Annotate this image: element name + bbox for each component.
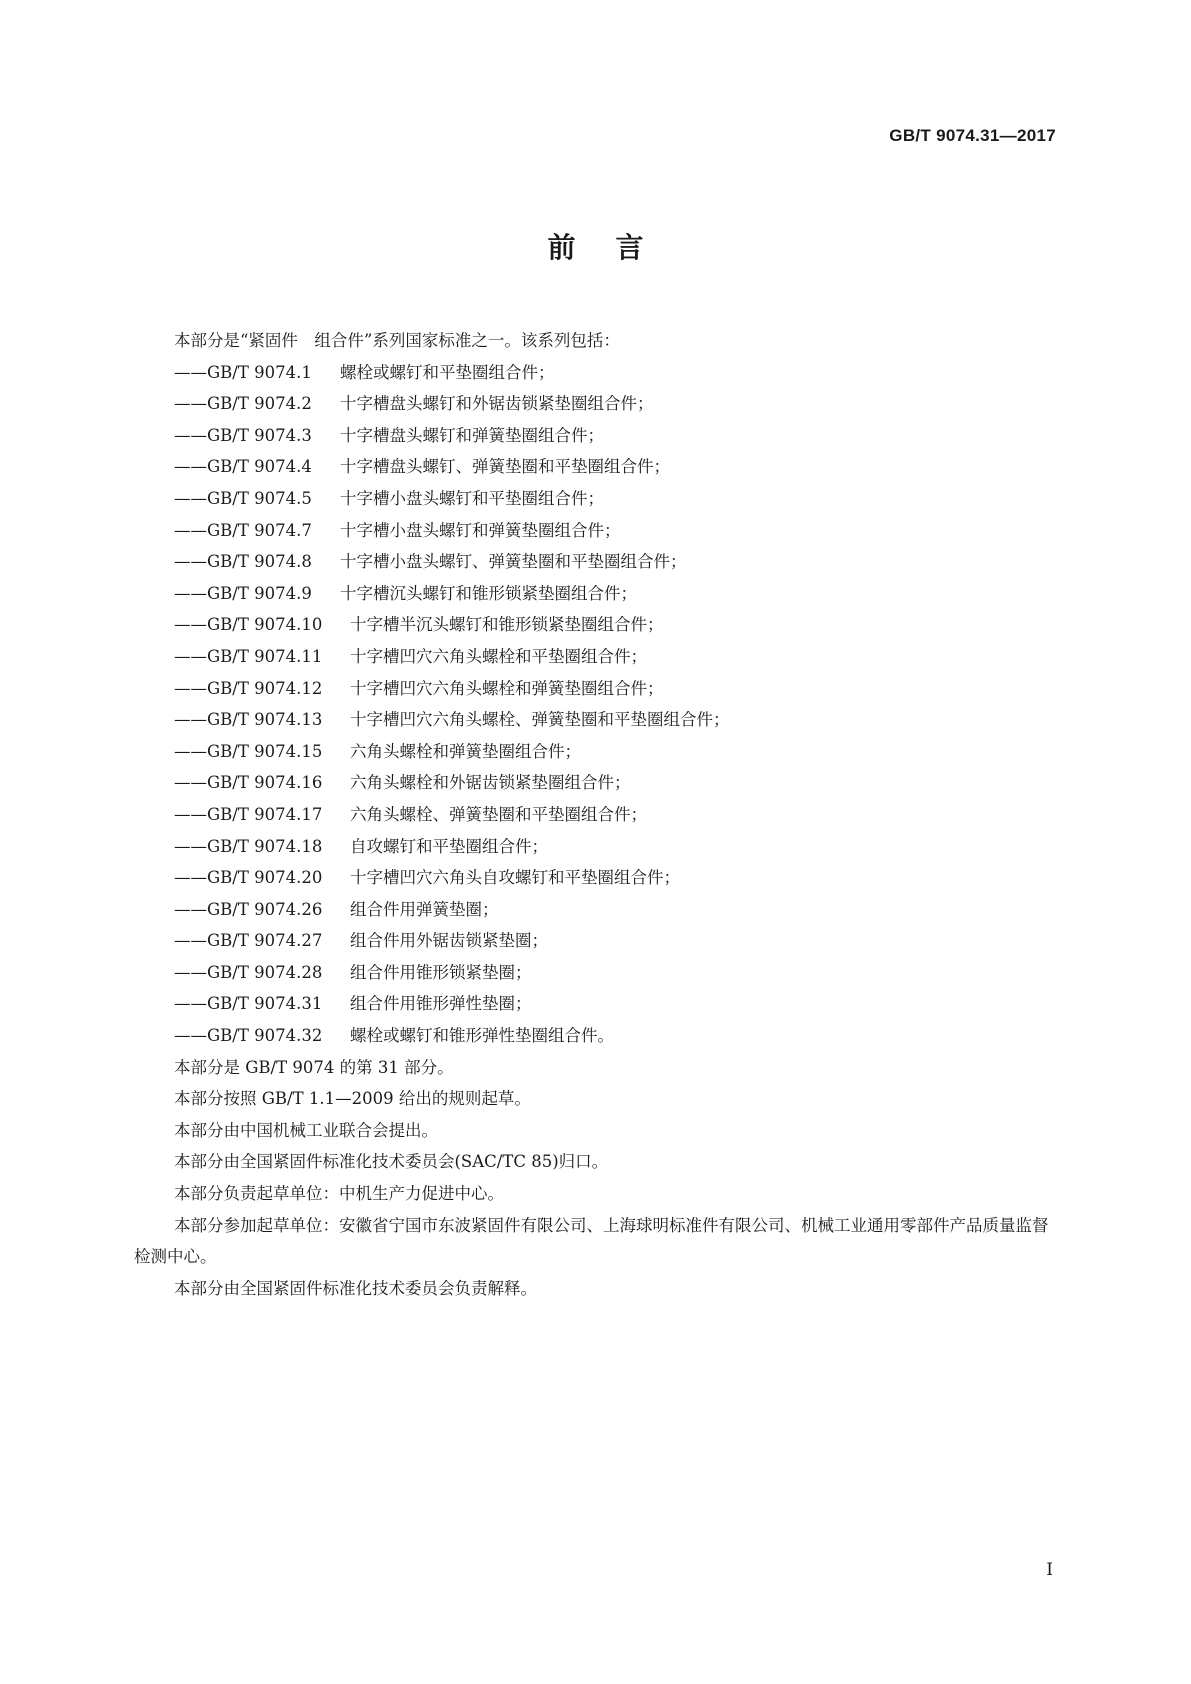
standard-name: 自攻螺钉和平垫圈组合件； [350, 836, 548, 856]
standard-name: 十字槽小盘头螺钉、弹簧垫圈和平垫圈组合件； [340, 552, 687, 572]
list-item [134, 609, 1064, 641]
standard-number: ——GB/T 9074.9 [174, 583, 312, 603]
list-item [134, 957, 1064, 989]
page-number: I [1046, 1560, 1053, 1580]
standard-number: ——GB/T 9074.11 [174, 646, 323, 666]
standard-name: 十字槽凹穴六角头螺栓和弹簧垫圈组合件； [350, 678, 664, 698]
standard-name: 十字槽凹穴六角头螺栓和平垫圈组合件； [350, 646, 647, 666]
standard-number: ——GB/T 9074.3 [174, 425, 312, 445]
standard-code-header: GB/T 9074.31—2017 [889, 126, 1056, 145]
standard-number: ——GB/T 9074.8 [174, 552, 312, 572]
standard-number: ——GB/T 9074.2 [174, 394, 312, 414]
standard-number: ——GB/T 9074.18 [174, 836, 323, 856]
list-item [134, 894, 1064, 926]
standards-list [134, 357, 1064, 1052]
list-item [134, 988, 1064, 1020]
jurisdiction-paragraph: 本部分由全国紧固件标准化技术委员会(SAC/TC 85)归口。 [174, 1152, 609, 1172]
participating-units-paragraph: 本部分参加起草单位：安徽省宁国市东波紧固件有限公司、上海球明标准件有限公司、机械工业通用零部件产品质量监督检测中心。 [134, 1215, 1049, 1267]
standard-name: 十字槽凹穴六角头螺栓、弹簧垫圈和平垫圈组合件； [350, 710, 730, 730]
standard-number: ——GB/T 9074.10 [174, 615, 323, 635]
standard-number: ——GB/T 9074.4 [174, 457, 312, 477]
preface-body [134, 325, 1064, 1304]
standard-number: ——GB/T 9074.15 [174, 741, 323, 761]
standard-name: 十字槽盘头螺钉和弹簧垫圈组合件； [340, 425, 604, 445]
standard-name: 十字槽盘头螺钉、弹簧垫圈和平垫圈组合件； [340, 457, 670, 477]
standard-name: 十字槽小盘头螺钉和弹簧垫圈组合件； [340, 520, 621, 540]
standard-name: 螺栓或螺钉和锥形弹性垫圈组合件。 [350, 1026, 614, 1046]
list-item [134, 515, 1064, 547]
list-item [134, 925, 1064, 957]
standard-number: ——GB/T 9074.32 [174, 1026, 323, 1046]
standard-name: 组合件用锥形弹性垫圈； [350, 994, 532, 1014]
standard-number: ——GB/T 9074.31 [174, 994, 323, 1014]
page-title: 前言 [547, 231, 684, 264]
proposed-by-paragraph: 本部分由中国机械工业联合会提出。 [174, 1120, 438, 1140]
list-item [134, 578, 1064, 610]
standard-number: ——GB/T 9074.5 [174, 488, 312, 508]
standard-number: ——GB/T 9074.13 [174, 710, 323, 730]
list-item [134, 736, 1064, 768]
standard-name: 十字槽凹穴六角头自攻螺钉和平垫圈组合件； [350, 868, 680, 888]
standard-name: 十字槽盘头螺钉和外锯齿锁紧垫圈组合件； [340, 394, 654, 414]
responsible-unit-paragraph: 本部分负责起草单位：中机生产力促进中心。 [174, 1184, 504, 1204]
standard-number: ——GB/T 9074.17 [174, 804, 323, 824]
standard-name: 十字槽小盘头螺钉和平垫圈组合件； [340, 488, 604, 508]
standard-name: 组合件用锥形锁紧垫圈； [350, 962, 532, 982]
list-item [134, 388, 1064, 420]
part-of-paragraph: 本部分是 GB/T 9074 的第 31 部分。 [174, 1057, 454, 1077]
list-item [134, 546, 1064, 578]
list-item [134, 862, 1064, 894]
standard-number: ——GB/T 9074.26 [174, 899, 323, 919]
list-item [134, 704, 1064, 736]
standard-number: ——GB/T 9074.28 [174, 962, 323, 982]
standard-number: ——GB/T 9074.16 [174, 773, 323, 793]
list-item [134, 357, 1064, 389]
list-item [134, 641, 1064, 673]
list-item [134, 831, 1064, 863]
standard-number: ——GB/T 9074.27 [174, 931, 323, 951]
interpretation-paragraph: 本部分由全国紧固件标准化技术委员会负责解释。 [174, 1278, 537, 1298]
standard-name: 组合件用弹簧垫圈； [350, 899, 499, 919]
drafting-rules-paragraph: 本部分按照 GB/T 1.1—2009 给出的规则起草。 [174, 1089, 531, 1109]
standard-name: 十字槽沉头螺钉和锥形锁紧垫圈组合件； [340, 583, 637, 603]
standard-name: 组合件用外锯齿锁紧垫圈； [350, 931, 548, 951]
standard-number: ——GB/T 9074.7 [174, 520, 312, 540]
standard-number: ——GB/T 9074.20 [174, 868, 323, 888]
standard-name: 螺栓或螺钉和平垫圈组合件； [340, 362, 555, 382]
standard-name: 六角头螺栓和弹簧垫圈组合件； [350, 741, 581, 761]
list-item [134, 420, 1064, 452]
list-item [134, 483, 1064, 515]
standard-number: ——GB/T 9074.1 [174, 362, 312, 382]
standard-name: 六角头螺栓和外锯齿锁紧垫圈组合件； [350, 773, 631, 793]
list-item [134, 451, 1064, 483]
intro-paragraph: 本部分是“紧固件 组合件”系列国家标准之一。该系列包括： [174, 331, 620, 350]
list-item [134, 799, 1064, 831]
list-item [134, 767, 1064, 799]
list-item [134, 1020, 1064, 1052]
standard-name: 十字槽半沉头螺钉和锥形锁紧垫圈组合件； [350, 615, 664, 635]
list-item [134, 673, 1064, 705]
standard-number: ——GB/T 9074.12 [174, 678, 323, 698]
standard-name: 六角头螺栓、弹簧垫圈和平垫圈组合件； [350, 804, 647, 824]
